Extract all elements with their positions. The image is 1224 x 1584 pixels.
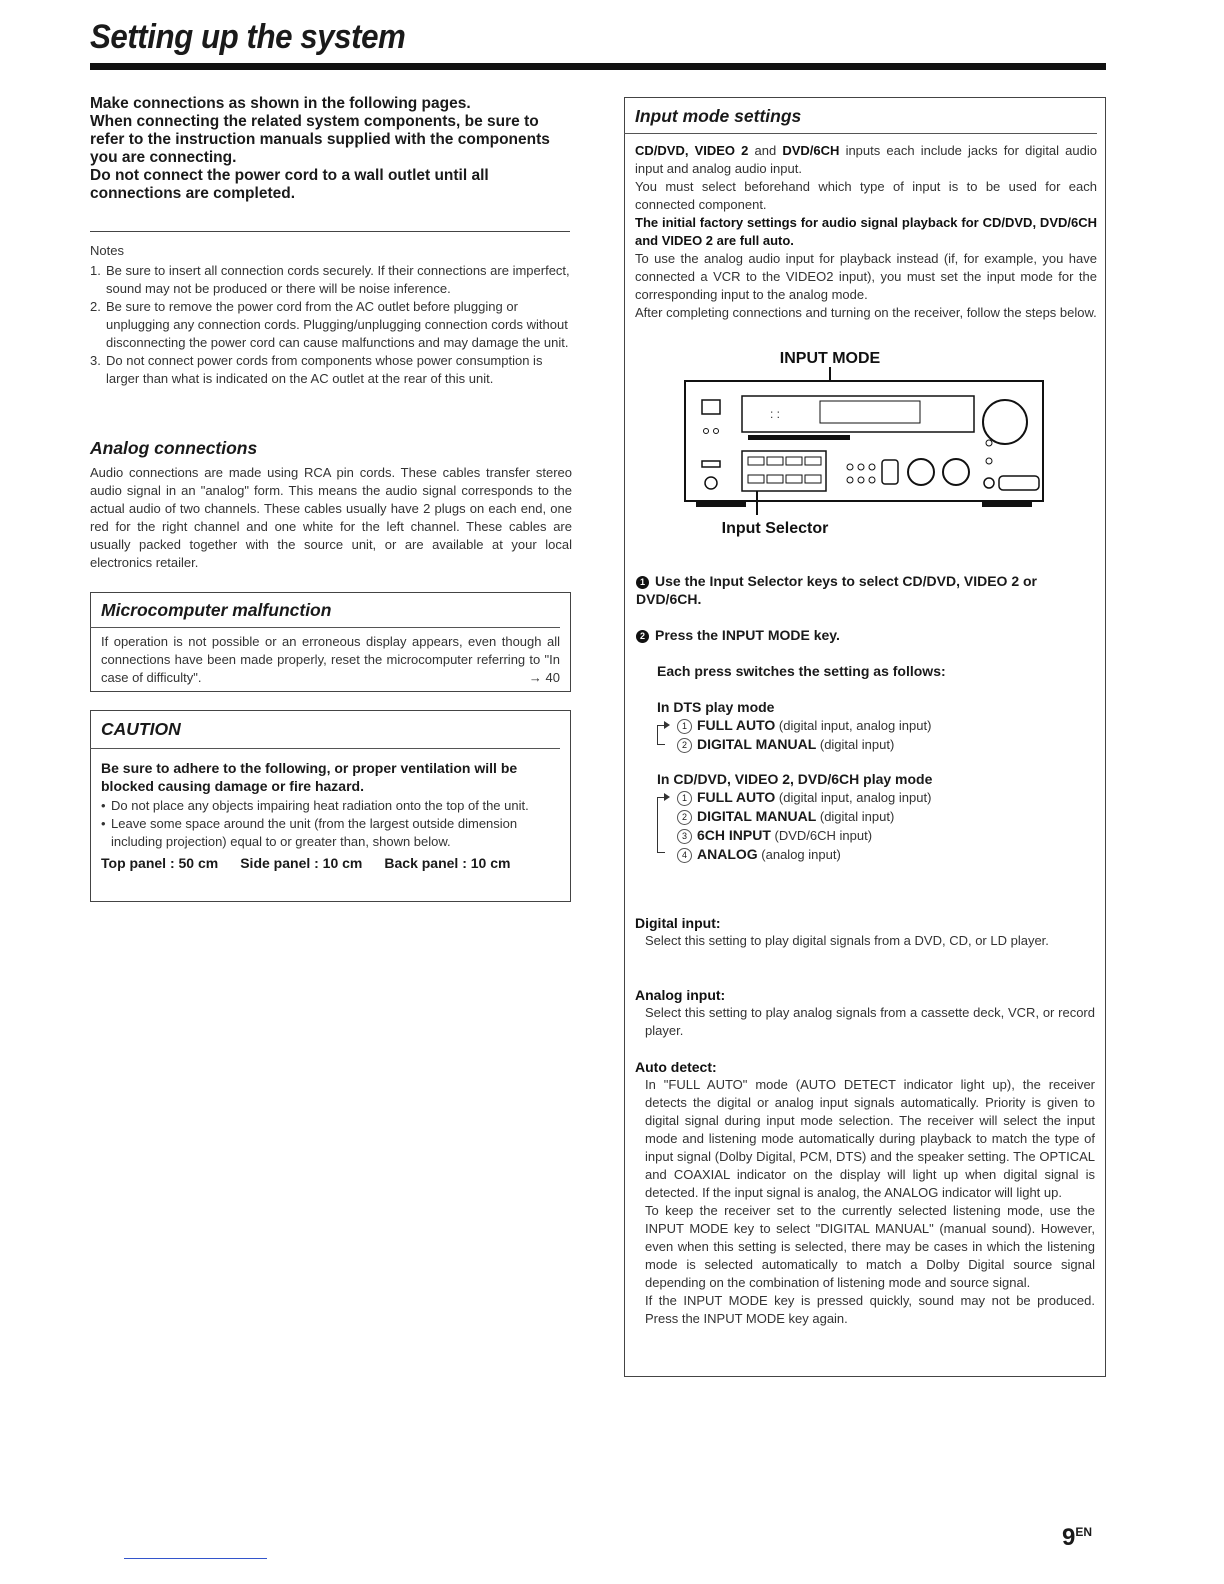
microcomputer-malfunction-text [101, 633, 560, 687]
caution-bullet: • Do not place any objects impairing heat radiation onto the top of the unit. [101, 798, 529, 813]
option-number: 1 [677, 791, 692, 806]
note-item [90, 352, 572, 388]
intro-line-2: When connecting the related system components, be sure to refer to the instruction manuals supplied with the components you are connecting. [90, 113, 550, 166]
step-text: Press the INPUT MODE key. [655, 627, 840, 643]
receiver-foot [982, 501, 1032, 507]
auto-detect-definition [635, 1058, 1095, 1328]
mode-option [657, 826, 932, 845]
input-mode-key [748, 435, 850, 440]
mode-cycle [657, 788, 932, 864]
input-mode-heading: Input mode settings [635, 106, 802, 126]
input-mode-para-2: You must select beforehand which type of input is to be used for each connected component. [635, 179, 1097, 212]
each-press-note: Each press switches the setting as follows: [657, 663, 946, 679]
option-number: 4 [677, 848, 692, 863]
digital-input-definition [635, 914, 1095, 950]
input-mode-label: INPUT MODE [779, 350, 881, 367]
digital-input-body: Select this setting to play digital signals from a DVD, CD, or LD player. [645, 933, 1049, 948]
display-dots: : : [770, 407, 781, 421]
option-number: 2 [677, 810, 692, 825]
mode-option [657, 845, 932, 864]
step-number: 2 [636, 630, 649, 643]
volume-knob [983, 400, 1027, 444]
option-name: FULL AUTO [697, 789, 776, 805]
note-number: 3. [90, 353, 101, 368]
mode-option [657, 735, 931, 754]
mode-option [657, 807, 932, 826]
receiver-front-panel-diagram [660, 343, 1060, 543]
cd-dvd-mode-group [657, 770, 932, 864]
box-divider [624, 133, 1097, 134]
mode-option [657, 788, 932, 807]
auto-detect-para-3: If the INPUT MODE key is pressed quickly, sound may not be produced. Press the INPUT MODE key again. [645, 1293, 1095, 1326]
note-text: Be sure to insert all connection cords securely. If their connections are imperfect, sound may not be produced or there will be noise inference. [106, 263, 570, 296]
analog-connections-body: Audio connections are made using RCA pin cords. These cables transfer stereo audio signal in an "analog" form. This means the audio signal corresponds to the actual audio of two channels. These cables usually have 2 plugs on each end, one red for the right channel and one white for the left channel. These cables are usually packed together with the source unit, or are available at your local electronics retailer. [90, 465, 572, 570]
option-desc: (digital input) [816, 809, 895, 824]
cd-dvd-mode-heading: In CD/DVD, VIDEO 2, DVD/6CH play mode [657, 771, 933, 787]
input-selector-label: Input Selector [721, 520, 829, 537]
side-panel-clearance: Side panel : 10 cm [240, 855, 363, 871]
input-mode-para-1 [635, 142, 1097, 178]
step-1 [636, 572, 1096, 608]
caution-box [90, 710, 571, 902]
caution-lead: Be sure to adhere to the following, or proper ventilation will be blocked causing damage or fire hazard. [101, 760, 518, 794]
option-desc: (digital input, analog input) [775, 718, 932, 733]
receiver-foot [696, 501, 746, 507]
input-mode-intro [635, 142, 1097, 322]
caution-bullet: • Leave some space around the unit (from the largest outside dimension including projection) equal to or greater than, shown below. [101, 815, 560, 851]
option-name: 6CH INPUT [697, 827, 771, 843]
option-number: 3 [677, 829, 692, 844]
mode-cycle [657, 716, 931, 754]
intro-line-1: Make connections as shown in the following pages. [90, 95, 471, 112]
top-panel-clearance: Top panel : 50 cm [101, 855, 219, 871]
conjunction: and [748, 143, 783, 158]
note-text: Be sure to remove the power cord from the AC outlet before plugging or unplugging any connection cords. Plugging/unplugging connection cords without disconnecting the power cord can cause malfunctions and may damage the unit. [106, 299, 569, 350]
note-number: 2. [90, 299, 101, 314]
note-text: Do not connect power cords from components whose power consumption is larger than what is indicated on the AC outlet at the rear of this unit. [106, 353, 543, 386]
step-text: Use the Input Selector keys to select CD/DVD, VIDEO 2 or DVD/6CH. [636, 573, 1037, 607]
intro-block [90, 95, 572, 203]
notes-list [90, 262, 572, 388]
caution-list [101, 797, 560, 851]
option-number: 1 [677, 719, 692, 734]
option-name: DIGITAL MANUAL [697, 736, 817, 752]
caution-heading: CAUTION [101, 719, 181, 739]
input-mode-para-4: To use the analog audio input for playback instead (if, for example, you have connected a VCR to the VIDEO2 input), you must set the input mode for the corresponding input to the analog mode. [635, 251, 1097, 302]
auto-detect-para-1: In "FULL AUTO" mode (AUTO DETECT indicator light up), the receiver detects the digital or analog input signals automatically. Priority is given to digital signal during input mode selection. The receiver will select the input mode and listening mode automatically during playback to match the type of input signal (Dolby Digital, PCM, DTS) and the speaker setting. The OPTICAL and COAXIAL indicator on the display will light up when digital signal is detected. If the input signal is analog, the ANALOG indicator will light up. [645, 1077, 1095, 1200]
digital-input-heading: Digital input: [635, 915, 721, 931]
option-name: DIGITAL MANUAL [697, 808, 817, 824]
back-panel-clearance: Back panel : 10 cm [384, 855, 511, 871]
option-desc: (analog input) [757, 847, 841, 862]
analog-input-definition [635, 986, 1095, 1040]
notes-section [90, 242, 572, 388]
option-desc: (digital input, analog input) [775, 790, 932, 805]
analog-input-body: Select this setting to play analog signals from a cassette deck, VCR, or record player. [645, 1005, 1095, 1038]
input-names-b: DVD/6CH [782, 143, 840, 158]
input-mode-para-3 [635, 214, 1097, 250]
microcomputer-malfunction-heading: Microcomputer malfunction [101, 600, 332, 620]
clearance-values [101, 855, 560, 871]
dts-mode-group [657, 698, 931, 754]
microcomputer-malfunction-body: If operation is not possible or an erroneous display appears, even though all connections have been made properly, reset the microcomputer referring to "In case of difficulty". [101, 634, 560, 685]
caution-bullet-text: Do not place any objects impairing heat radiation onto the top of the unit. [111, 798, 529, 813]
option-number: 2 [677, 738, 692, 753]
input-mode-para-1-rest: inputs each include jacks for digital audio input and analog audio input. [635, 143, 1097, 176]
input-mode-para-5: After completing connections and turning on the receiver, follow the steps below. [635, 305, 1097, 320]
caution-bullet-text: Leave some space around the unit (from the largest outside dimension including projection) equal to or greater than, shown below. [111, 816, 518, 849]
step-2 [636, 626, 1096, 644]
option-name: ANALOG [697, 846, 758, 862]
page-title: Setting up the system [90, 18, 406, 56]
auto-detect-body [635, 1076, 1095, 1328]
auto-detect-para-2: To keep the receiver set to the currently selected listening mode, use the INPUT MODE key to select "DIGITAL MANUAL" (manual sound). However, even when this setting is selected, there may be cases in which the listening mode is selected automatically to match a Dolby Digital source signal depending on the combination of listening mode and source signal. [645, 1203, 1095, 1290]
page-reference: → 40 [528, 670, 560, 685]
auto-detect-heading: Auto detect: [635, 1059, 717, 1075]
step-number: 1 [636, 576, 649, 589]
input-names-a: CD/DVD, VIDEO 2 [635, 143, 749, 158]
option-desc: (DVD/6CH input) [770, 828, 873, 843]
page-number-value: 9 [1062, 1524, 1076, 1551]
analog-connections-heading: Analog connections [90, 438, 258, 458]
title-rule [90, 63, 1106, 70]
box-divider [90, 627, 560, 628]
note-item [90, 262, 572, 298]
factory-settings-note: The initial factory settings for audio signal playback for CD/DVD, DVD/6CH and VIDEO 2 are full auto. [635, 215, 1097, 248]
note-number: 1. [90, 263, 101, 278]
page-number [1062, 1524, 1092, 1552]
analog-input-heading: Analog input: [635, 987, 726, 1003]
microcomputer-malfunction-box [90, 592, 571, 692]
dts-mode-heading: In DTS play mode [657, 699, 775, 715]
note-item [90, 298, 572, 352]
intro-line-3: Do not connect the power cord to a wall outlet until all connections are completed. [90, 167, 489, 202]
option-name: FULL AUTO [697, 717, 776, 733]
notes-divider [90, 231, 570, 232]
mode-option [657, 716, 931, 735]
option-desc: (digital input) [816, 737, 895, 752]
box-divider [90, 748, 560, 749]
page-language-suffix: EN [1075, 1525, 1093, 1539]
footer-link-underline [124, 1558, 267, 1559]
notes-heading: Notes [90, 243, 124, 258]
